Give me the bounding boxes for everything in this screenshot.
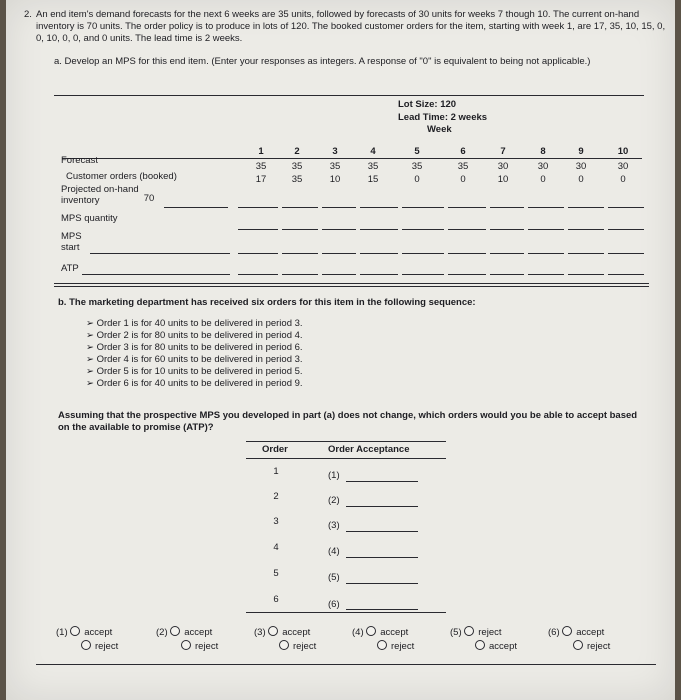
atp-input-7[interactable] <box>490 274 524 275</box>
forecast-cell: 35 <box>411 161 423 172</box>
radio-button[interactable] <box>573 640 583 650</box>
atp-input-1[interactable] <box>238 274 278 275</box>
forecast-cell: 30 <box>617 161 629 172</box>
onhand-blank-initial[interactable] <box>164 207 228 208</box>
week-header: Week <box>427 124 452 135</box>
orders-cell: 10 <box>497 174 509 185</box>
lead-time: Lead Time: 2 weeks <box>398 112 488 123</box>
forecast-label: Forecast <box>61 155 98 166</box>
mps-start-input-4[interactable] <box>360 253 398 254</box>
forecast-cell: 30 <box>575 161 587 172</box>
option-label: reject <box>293 641 317 652</box>
onhand-input-5[interactable] <box>402 207 444 208</box>
radio-button[interactable] <box>562 626 572 636</box>
forecast-cell: 35 <box>367 161 379 172</box>
option-number: (1) <box>56 627 68 638</box>
acceptance-label: (5) <box>328 572 340 583</box>
acceptance-answer-6[interactable] <box>346 609 418 610</box>
option-group-3 <box>254 626 316 654</box>
onhand-label-line1: Projected on-hand <box>61 184 139 195</box>
forecast-cell: 35 <box>291 161 303 172</box>
radio-button[interactable] <box>377 640 387 650</box>
option-label: reject <box>587 641 611 652</box>
onhand-input-9[interactable] <box>568 207 604 208</box>
onhand-input-7[interactable] <box>490 207 524 208</box>
option-label: accept <box>576 627 605 638</box>
order-number: 2 <box>273 491 279 502</box>
table-header-rule <box>246 458 446 459</box>
atp-input-6[interactable] <box>448 274 486 275</box>
mps-start-input-2[interactable] <box>282 253 318 254</box>
orders-cell: 0 <box>460 174 466 185</box>
question-text: An end item's demand forecasts for the next 6 weeks are 35 units, followed by forecasts of 30 units for weeks 7 though 10. The current on-hand inventory is 70 units. The order policy is to produce in lots of 120. The booked customer orders for the item, starting with week 1, are 17, 35, 10, 15, 0, 0, 10, 0, 0, and 0 units. The lead time is 2 weeks. <box>36 9 666 44</box>
acceptance-label: (4) <box>328 546 340 557</box>
week-5: 5 <box>414 146 420 157</box>
order-description: ➢ Order 4 is for 60 units to be delivered in period 3. <box>86 354 303 365</box>
orders-cell: 0 <box>414 174 420 185</box>
atp-input-8[interactable] <box>528 274 564 275</box>
acceptance-label: (2) <box>328 495 340 506</box>
divider <box>54 286 649 287</box>
option-label: accept <box>489 641 517 652</box>
week-3: 3 <box>332 146 338 157</box>
option-group-6 <box>548 626 610 654</box>
option-group-2 <box>156 626 218 654</box>
atp-input-2[interactable] <box>282 274 318 275</box>
order-number: 5 <box>273 568 279 579</box>
week-6: 6 <box>460 146 466 157</box>
lot-info <box>398 98 487 124</box>
question-block <box>24 9 666 45</box>
radio-button[interactable] <box>81 640 91 650</box>
mps-qty-input-5[interactable] <box>402 229 444 230</box>
option-group-5 <box>450 626 517 654</box>
order-description: ➢ Order 6 is for 40 units to be delivered in period 9. <box>86 378 303 389</box>
mps-start-label <box>61 231 82 253</box>
onhand-input-2[interactable] <box>282 207 318 208</box>
onhand-input-4[interactable] <box>360 207 398 208</box>
option-number: (5) <box>450 627 462 638</box>
mps-start-input-1[interactable] <box>238 253 278 254</box>
mps-qty-input-2[interactable] <box>282 229 318 230</box>
order-number: 4 <box>273 542 279 553</box>
option-number: (6) <box>548 627 560 638</box>
orders-label: Customer orders (booked) <box>66 171 177 182</box>
table-top-rule <box>246 441 446 442</box>
forecast-cell: 30 <box>537 161 549 172</box>
orders-cell: 0 <box>578 174 584 185</box>
atp-input-9[interactable] <box>568 274 604 275</box>
forecast-cell: 35 <box>457 161 469 172</box>
radio-button[interactable] <box>170 626 180 636</box>
mps-start-input-7[interactable] <box>490 253 524 254</box>
radio-button[interactable] <box>475 640 485 650</box>
option-label: reject <box>391 641 415 652</box>
order-number: 6 <box>273 594 279 605</box>
order-number: 3 <box>273 516 279 527</box>
onhand-input-6[interactable] <box>448 207 486 208</box>
week-1: 1 <box>258 146 264 157</box>
atp-input-10[interactable] <box>608 274 644 275</box>
week-4: 4 <box>370 146 376 157</box>
radio-button[interactable] <box>279 640 289 650</box>
mps-start-input-3[interactable] <box>322 253 356 254</box>
forecast-cell: 35 <box>255 161 267 172</box>
mps-start-input-5[interactable] <box>402 253 444 254</box>
orders-cell: 17 <box>255 174 267 185</box>
order-description: ➢ Order 3 is for 80 units to be delivered in period 6. <box>86 342 303 353</box>
order-column-header: Order <box>262 444 288 455</box>
orders-cell: 35 <box>291 174 303 185</box>
orders-cell: 15 <box>367 174 379 185</box>
option-number: (4) <box>352 627 364 638</box>
acceptance-column-header: Order Acceptance <box>328 444 410 455</box>
mps-qty-input-8[interactable] <box>528 229 564 230</box>
orders-cell: 0 <box>620 174 626 185</box>
radio-button[interactable] <box>70 626 80 636</box>
mps-qty-input-6[interactable] <box>448 229 486 230</box>
week-10: 10 <box>617 146 629 157</box>
option-number: (3) <box>254 627 266 638</box>
option-label: accept <box>84 627 113 638</box>
atp-label: ATP <box>61 263 79 274</box>
acceptance-answer-1[interactable] <box>346 481 418 482</box>
atp-question: Assuming that the prospective MPS you developed in part (a) does not change, which orders would you be able to accept based on the available to promise (ATP)? <box>58 410 638 433</box>
acceptance-label: (1) <box>328 470 340 481</box>
atp-input-3[interactable] <box>322 274 356 275</box>
week-2: 2 <box>294 146 300 157</box>
onhand-label <box>61 184 139 206</box>
mps-qty-input-10[interactable] <box>608 229 644 230</box>
part-b-prompt: b. The marketing department has received six orders for this item in the following sequence: <box>58 297 476 308</box>
divider <box>54 95 644 96</box>
mps-start-label-line2: start <box>61 242 80 253</box>
atp-input-5[interactable] <box>402 274 444 275</box>
acceptance-answer-5[interactable] <box>346 583 418 584</box>
onhand-initial: 70 <box>143 193 155 204</box>
mps-qty-input-4[interactable] <box>360 229 398 230</box>
acceptance-answer-2[interactable] <box>346 506 418 507</box>
mps-qty-input-3[interactable] <box>322 229 356 230</box>
table-header-rule <box>62 158 642 159</box>
onhand-label-line2: inventory <box>61 195 100 206</box>
acceptance-label: (3) <box>328 520 340 531</box>
order-number: 1 <box>273 466 279 477</box>
table-bottom-rule <box>246 612 446 613</box>
onhand-input-10[interactable] <box>608 207 644 208</box>
mps-start-input-9[interactable] <box>568 253 604 254</box>
mps-start-label-line1: MPS <box>61 231 82 242</box>
mps-qty-input-7[interactable] <box>490 229 524 230</box>
order-description: ➢ Order 2 is for 80 units to be delivered in period 4. <box>86 330 303 341</box>
radio-button[interactable] <box>268 626 278 636</box>
radio-button[interactable] <box>366 626 376 636</box>
onhand-input-8[interactable] <box>528 207 564 208</box>
orders-cell: 10 <box>329 174 341 185</box>
forecast-cell: 35 <box>329 161 341 172</box>
week-8: 8 <box>540 146 546 157</box>
radio-button[interactable] <box>464 626 474 636</box>
option-label: reject <box>478 627 502 638</box>
mps-start-input-6[interactable] <box>448 253 486 254</box>
onhand-input-1[interactable] <box>238 207 278 208</box>
option-label: accept <box>380 627 409 638</box>
option-label: reject <box>95 641 119 652</box>
acceptance-answer-3[interactable] <box>346 531 418 532</box>
atp-input-4[interactable] <box>360 274 398 275</box>
mps-qty-input-1[interactable] <box>238 229 278 230</box>
mps-start-input-10[interactable] <box>608 253 644 254</box>
atp-blank-initial[interactable] <box>82 274 230 275</box>
week-9: 9 <box>578 146 584 157</box>
page-bottom-rule <box>36 664 656 665</box>
order-description: ➢ Order 1 is for 40 units to be delivered in period 3. <box>86 318 303 329</box>
mps-start-input-8[interactable] <box>528 253 564 254</box>
mps-start-blank-initial[interactable] <box>90 253 230 254</box>
option-number: (2) <box>156 627 168 638</box>
acceptance-answer-4[interactable] <box>346 557 418 558</box>
orders-cell: 0 <box>540 174 546 185</box>
order-description: ➢ Order 5 is for 10 units to be delivered in period 5. <box>86 366 303 377</box>
week-7: 7 <box>500 146 506 157</box>
option-group-4 <box>352 626 414 654</box>
option-group-1 <box>56 626 118 654</box>
acceptance-label: (6) <box>328 599 340 610</box>
question-number: 2. <box>24 9 32 20</box>
mps-qty-label: MPS quantity <box>61 213 118 224</box>
option-label: accept <box>184 627 213 638</box>
forecast-cell: 30 <box>497 161 509 172</box>
mps-qty-input-9[interactable] <box>568 229 604 230</box>
lot-size: Lot Size: 120 <box>398 99 457 110</box>
option-label: reject <box>195 641 219 652</box>
worksheet-page <box>6 0 675 700</box>
option-label: accept <box>282 627 311 638</box>
radio-button[interactable] <box>181 640 191 650</box>
part-a-prompt: a. Develop an MPS for this end item. (Enter your responses as integers. A response of "0" is equivalent to being not applicable.) <box>54 56 591 67</box>
onhand-input-3[interactable] <box>322 207 356 208</box>
divider <box>54 283 649 284</box>
